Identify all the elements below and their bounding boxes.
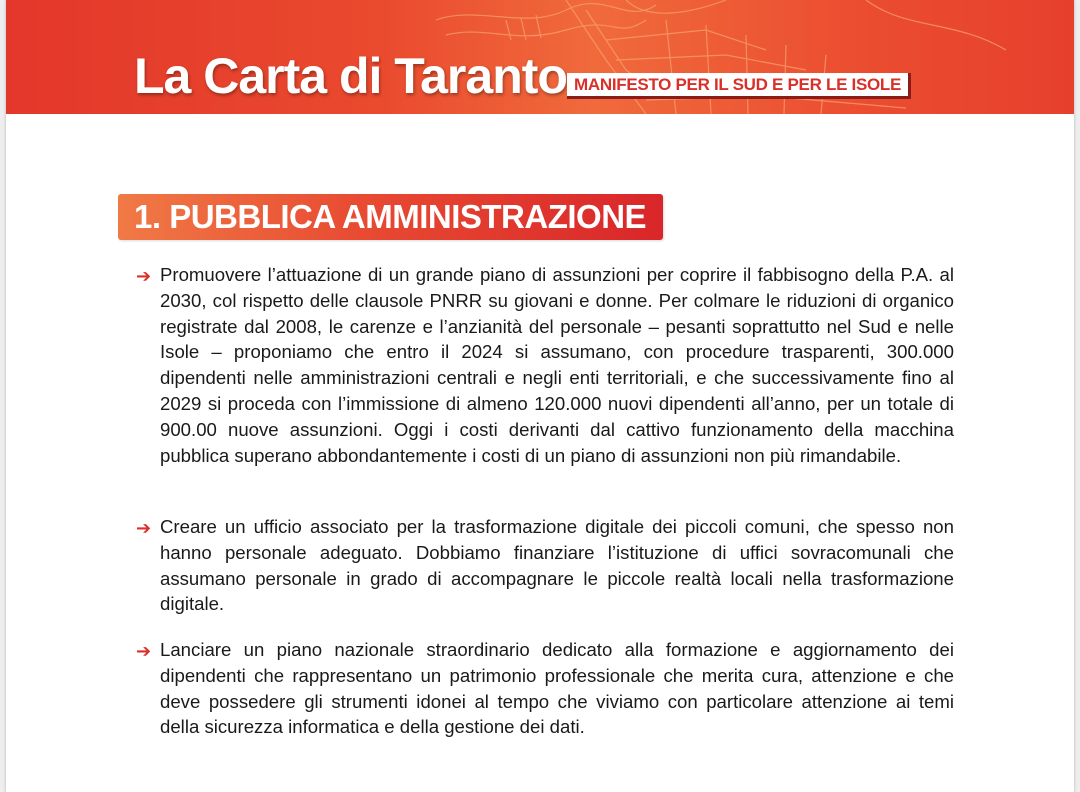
arrow-right-icon: ➔	[136, 266, 152, 286]
arrow-right-icon: ➔	[136, 518, 152, 538]
header-banner	[6, 0, 1074, 114]
bullet-text: Promuovere l’attuazione di un grande piano di assunzioni per coprire il fabbisogno della P.A. al 2030, col rispetto delle clausole PNRR su giovani e donne. Per colmare le riduzioni di organico registrate dal 2008, le carenze e l’anzianità del personale – pesanti soprattutto nel Sud e nelle Isole – proponiamo che entro il 2024 si assumano, con procedure trasparenti, 300.000 dipendenti nelle amministrazioni centrali e negli enti territoriali, e che successivamente fino al 2029 si proceda con l’immissione di almeno 120.000 nuovi dipendenti all’anno, per un totale di 900.00 nuove assunzioni. Oggi i costi derivanti dal cattivo funzionamento della macchina pubblica superano abbondantemente i costi di un piano di assunzioni non più rimandabile.	[160, 264, 954, 466]
bullet-text: Creare un ufficio associato per la trasformazione digitale dei piccoli comuni, che spesso non hanno personale adeguato. Dobbiamo finanziare l’istituzione di uffici sovracomunali che assumano personale in grado di accompagnare le piccole realtà locali nella trasformazione digitale.	[160, 516, 954, 615]
document-subtitle: MANIFESTO PER IL SUD E PER LE ISOLE	[567, 73, 911, 99]
bullet-item	[136, 637, 956, 740]
section-heading: 1. PUBBLICA AMMINISTRAZIONE	[118, 194, 663, 240]
arrow-right-icon: ➔	[136, 641, 152, 661]
bullet-item	[136, 514, 956, 617]
bullet-text: Lanciare un piano nazionale straordinario dedicato alla formazione e aggiornamento dei dipendenti che rappresentano un patrimonio professionale che merita cura, attenzione e che deve possedere gli strumenti idonei al tempo che viviamo con particolare attenzione ai temi della sicurezza informatica e della gestione dei dati.	[160, 639, 954, 738]
bullet-item	[136, 262, 956, 468]
document-page	[6, 0, 1074, 792]
document-title: La Carta di Taranto	[134, 48, 567, 104]
